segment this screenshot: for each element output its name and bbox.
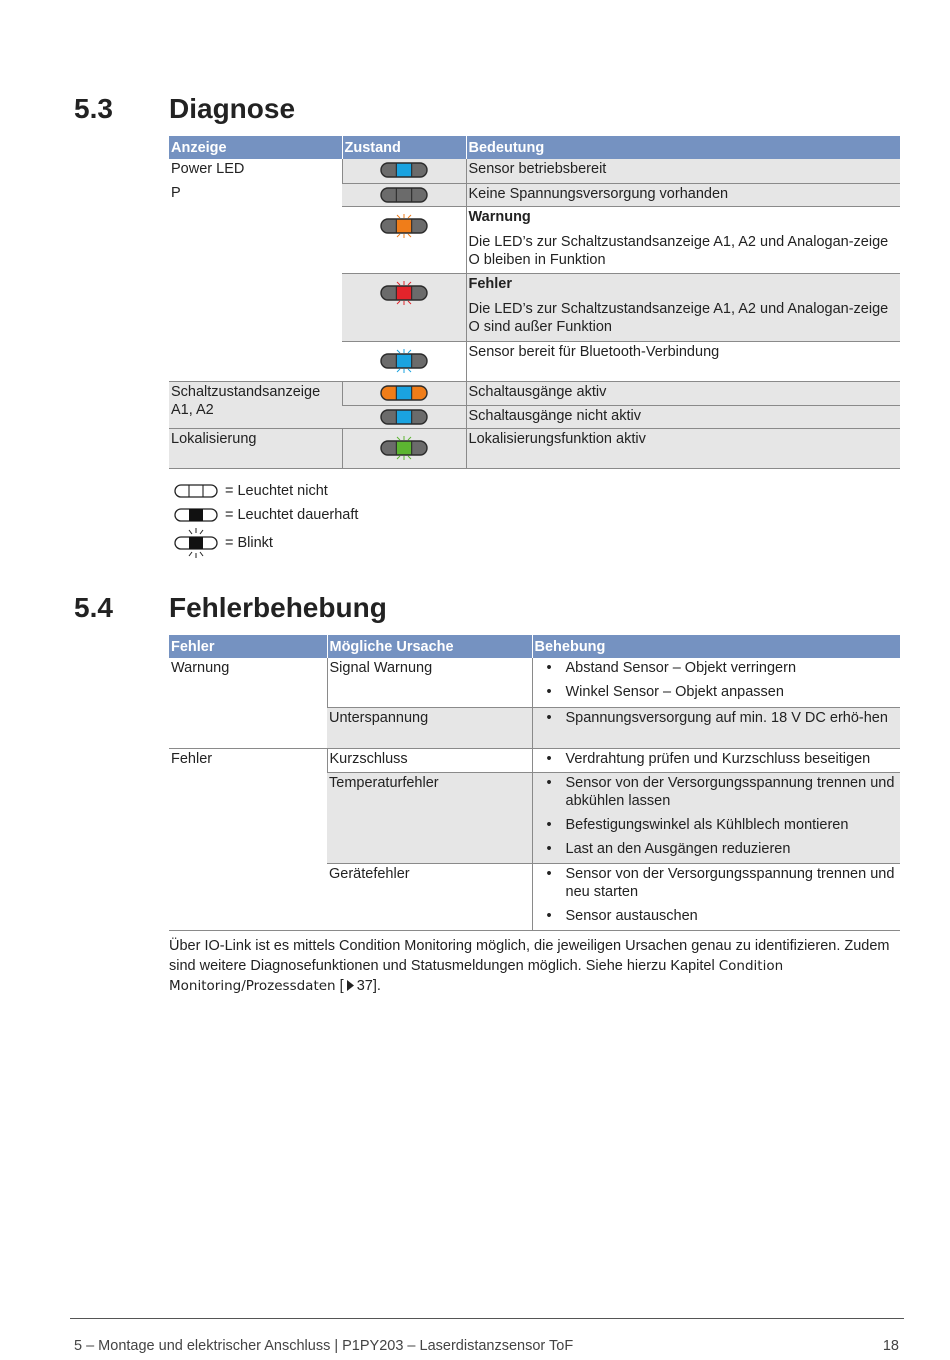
table-cell-bedeutung	[466, 206, 900, 273]
table-cell-bedeutung: Sensor betriebsbereit	[466, 159, 900, 183]
ref-close: ].	[372, 978, 381, 994]
table-cell-zustand	[342, 381, 466, 405]
section-number: 5.4	[74, 592, 113, 623]
ref-open: [	[335, 978, 344, 994]
table-cell-bedeutung: Lokalisierungsfunktion aktiv	[466, 428, 900, 468]
legend-item	[173, 479, 358, 503]
list-item: • Sensor von der Versorgungsspannung trennen und abkühlen lassen	[535, 774, 899, 810]
table-cell-fehler: Warnung	[169, 658, 327, 748]
legend-label: = Blinkt	[225, 535, 273, 551]
column-header: Anzeige	[169, 136, 342, 159]
led-red-blink-icon	[374, 275, 434, 311]
table-cell-ursache: Temperaturfehler	[327, 772, 532, 863]
list-item: • Spannungsversorgung auf min. 18 V DC erhö-hen	[535, 709, 899, 727]
led-blue-blink-icon	[374, 343, 434, 379]
list-item: • Winkel Sensor – Objekt anpassen	[535, 683, 899, 701]
table-cell-ursache: Kurzschluss	[327, 748, 532, 772]
table-cell-zustand	[342, 405, 466, 428]
table-cell-zustand	[342, 341, 466, 381]
page-ref-arrow-icon	[346, 980, 355, 991]
column-header: Mögliche Ursache	[327, 635, 532, 658]
led-blink-icon	[173, 527, 219, 559]
table-cell-behebung	[532, 748, 900, 772]
section-number: 5.3	[74, 93, 113, 124]
legend-item	[173, 503, 358, 527]
row-text: Die LED’s zur Schaltzustandsanzeige A1, A2 und Analogan-zeige O sind außer Funktion	[468, 300, 889, 335]
diagnose-table	[169, 136, 900, 469]
list-item: • Last an den Ausgängen reduzieren	[535, 840, 899, 858]
section-title: Fehlerbehebung	[169, 592, 387, 623]
column-header: Fehler	[169, 635, 327, 658]
table-cell-behebung	[532, 658, 900, 707]
page-ref-number[interactable]: 37	[356, 978, 373, 994]
table-cell-ursache: Gerätefehler	[327, 863, 532, 930]
row-text: Die LED’s zur Schaltzustandsanzeige A1, A2 und Analogan-zeige O bleiben in Funktion	[468, 233, 889, 268]
page-number: 18	[882, 1338, 899, 1354]
table-cell-bedeutung: Schaltausgänge nicht aktiv	[466, 405, 900, 428]
table-cell-zustand	[342, 428, 466, 468]
list-item: • Sensor austauschen	[535, 907, 899, 925]
led-orange-blue-orange-icon	[374, 382, 434, 404]
chapter-link[interactable]: Condition Monitoring/Prozessdaten	[169, 958, 784, 994]
anzeige-label: A1, A2	[171, 401, 214, 418]
anzeige-label: Schaltzustandsanzeige	[171, 383, 321, 400]
footer-text: 5 – Montage und elektrischer Anschluss | P1PY203 – Laserdistanzsensor ToF	[74, 1338, 574, 1354]
row-title: Fehler	[468, 275, 513, 292]
footer-divider	[70, 1318, 904, 1319]
column-header: Zustand	[342, 136, 466, 159]
fehlerbehebung-table	[169, 635, 900, 931]
led-off-icon	[173, 479, 219, 503]
list-item: • Befestigungswinkel als Kühlblech montieren	[535, 816, 899, 834]
table-cell-bedeutung: Sensor bereit für Bluetooth-Verbindung	[466, 341, 900, 381]
table-cell-ursache: Signal Warnung	[327, 658, 532, 707]
table-cell-anzeige	[169, 381, 342, 428]
row-title: Warnung	[468, 208, 531, 225]
table-cell-ursache: Unterspannung	[327, 707, 532, 748]
table-cell-behebung	[532, 863, 900, 930]
table-cell-anzeige	[169, 159, 342, 381]
legend-label: = Leuchtet dauerhaft	[225, 507, 359, 523]
legend-item	[173, 527, 358, 559]
led-off-gray-icon	[374, 184, 434, 206]
table-cell-behebung	[532, 772, 900, 863]
led-on-icon	[173, 503, 219, 527]
table-cell-bedeutung	[466, 273, 900, 341]
led-legend	[173, 479, 358, 559]
list-item: • Sensor von der Versorgungsspannung trennen und neu starten	[535, 865, 899, 901]
led-orange-blink-icon	[374, 208, 434, 244]
led-blue-steady-icon	[374, 406, 434, 428]
table-cell-zustand	[342, 206, 466, 273]
note-paragraph	[169, 936, 901, 996]
list-item: • Abstand Sensor – Objekt verringern	[535, 659, 899, 677]
table-cell-behebung	[532, 707, 900, 748]
table-cell-bedeutung: Schaltausgänge aktiv	[466, 381, 900, 405]
section-title: Diagnose	[169, 93, 296, 124]
column-header: Behebung	[532, 635, 900, 658]
anzeige-label: P	[171, 185, 181, 201]
table-cell-zustand	[342, 273, 466, 341]
legend-label: = Leuchtet nicht	[225, 483, 328, 499]
table-cell-zustand	[342, 159, 466, 183]
column-header: Bedeutung	[466, 136, 900, 159]
led-green-blink-icon	[374, 430, 434, 466]
anzeige-label: Lokalisierung	[171, 430, 257, 447]
table-cell-bedeutung: Keine Spannungsversorgung vorhanden	[466, 183, 900, 206]
list-item: • Verdrahtung prüfen und Kurzschluss beseitigen	[535, 750, 899, 768]
table-cell-anzeige	[169, 428, 342, 468]
table-cell-fehler: Fehler	[169, 748, 327, 930]
table-cell-zustand	[342, 183, 466, 206]
note-text: Über IO-Link ist es mittels Condition Monitoring möglich, die jeweiligen Ursachen genau zu identifizieren. Zudem sind weitere Diagnosefunktionen und Statusmeldungen möglich. Siehe hierzu Kapitel	[169, 938, 890, 974]
led-blue-steady-icon	[374, 159, 434, 181]
anzeige-label: Power LED	[171, 161, 245, 177]
